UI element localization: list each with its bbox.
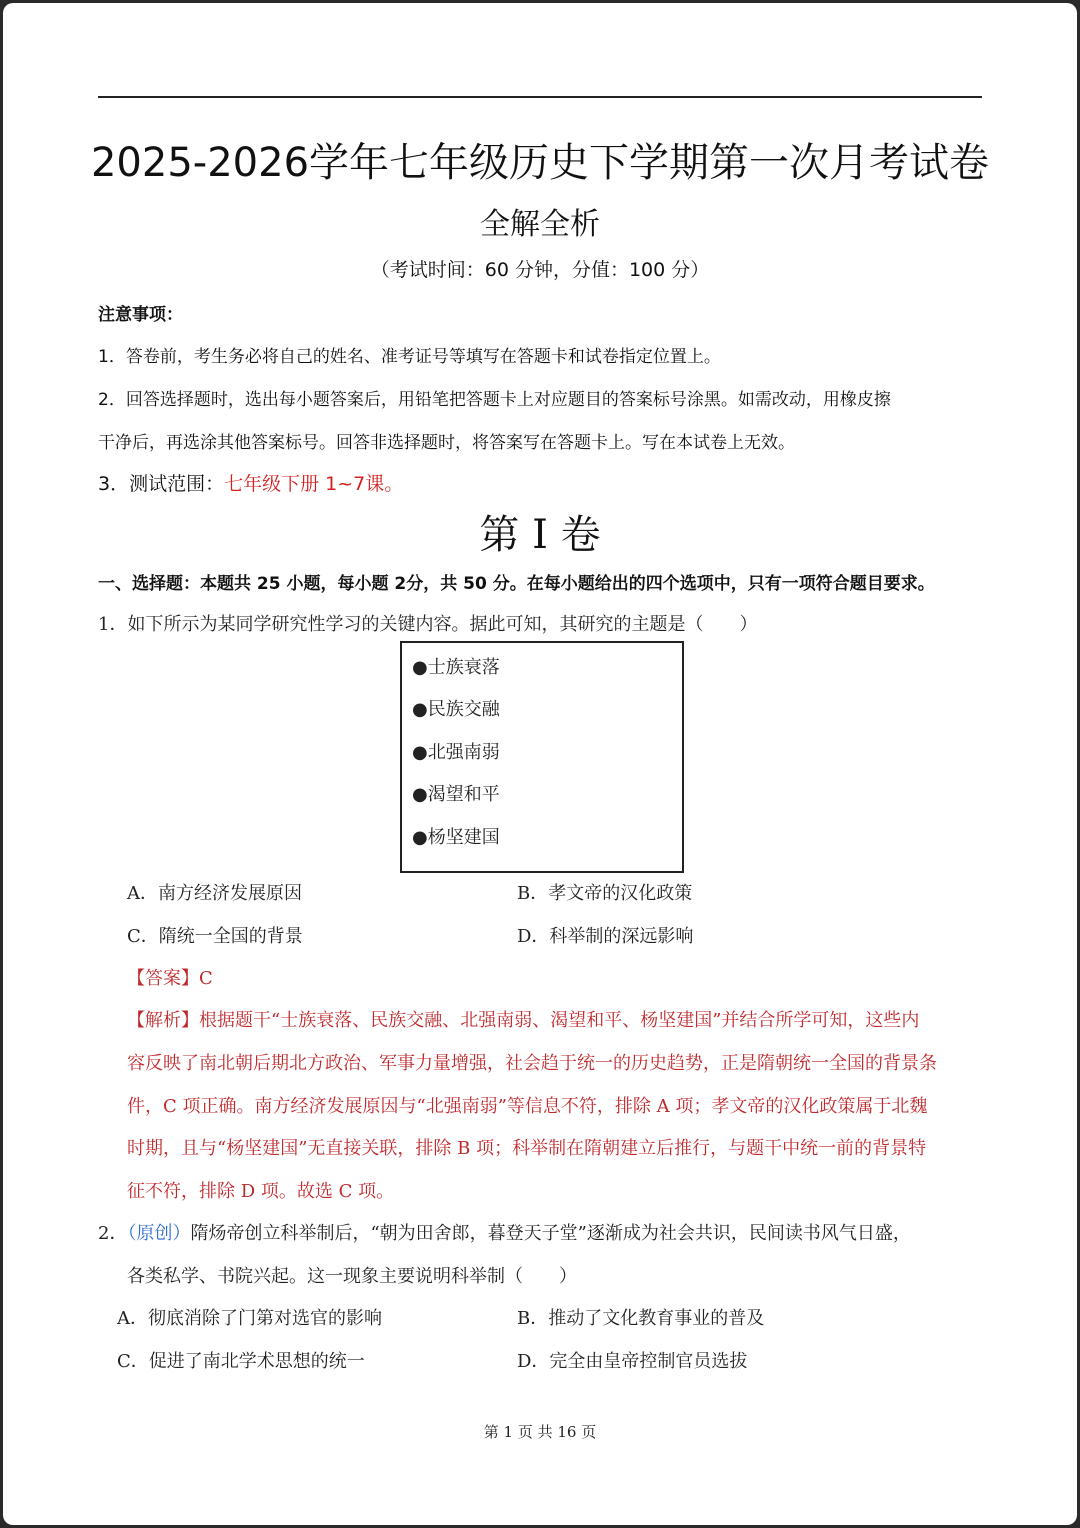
q2-option-b: B．推动了文化教育事业的普及 xyxy=(517,1308,765,1329)
question-1-stem: 1．如下所示为某同学研究性学习的关键内容。据此可知，其研究的主题是（ ） xyxy=(98,614,758,635)
exam-info: （考试时间：60 分钟，分值：100 分） xyxy=(370,259,710,281)
q1-analysis-line: 容反映了南北朝后期北方政治、军事力量增强，社会趋于统一的历史趋势，正是隋朝统一全国的背景条 xyxy=(127,1053,937,1074)
note-scope xyxy=(98,469,403,496)
q1-option-b: B．孝文帝的汉化政策 xyxy=(517,883,693,904)
q1-analysis-line: 【解析】根据题干“士族衰落、民族交融、北强南弱、渴望和平、杨坚建国”并结合所学可知，这些内 xyxy=(127,1010,920,1031)
q2-stem-line2: 各类私学、书院兴起。这一现象主要说明科举制（ ） xyxy=(127,1266,577,1287)
box-item: ●杨坚建国 xyxy=(412,827,500,848)
q1-analysis-line: 时期，且与“杨坚建国”无直接关联，排除 B 项；科举制在隋朝建立后推行，与题干中统一前的背景特 xyxy=(127,1138,927,1159)
q2-stem-line1: 隋炀帝创立科举制后，“朝为田舍郎，暮登天子堂”逐渐成为社会共识，民间读书风气日盛， xyxy=(190,1223,911,1244)
q1-option-c: C．隋统一全国的背景 xyxy=(127,926,303,947)
q2-option-a: A．彻底消除了门第对选官的影响 xyxy=(117,1308,382,1329)
box-item: ●渴望和平 xyxy=(412,784,500,805)
q1-analysis-line: 征不符，排除 D 项。故选 C 项。 xyxy=(127,1181,395,1202)
q2-tag: （原创） xyxy=(127,1223,191,1244)
q2-option-c: C．促进了南北学术思想的统一 xyxy=(117,1351,365,1372)
page-footer: 第 1 页 共 16 页 xyxy=(483,1423,597,1441)
q2-number: 2． xyxy=(98,1223,128,1244)
scope-label: 3．测试范围： xyxy=(98,473,225,495)
box-item: ●民族交融 xyxy=(412,699,500,720)
question-2-stem xyxy=(98,1219,911,1245)
volume-title: 第 I 卷 xyxy=(479,512,601,558)
q1-analysis-line: 件，C 项正确。南方经济发展原因与“北强南弱”等信息不符，排除 A 项；孝文帝的汉化政策属于北魏 xyxy=(127,1096,928,1117)
exam-page xyxy=(3,3,1077,1525)
q2-option-d: D．完全由皇帝控制官员选拔 xyxy=(517,1351,748,1372)
header-rule xyxy=(98,96,982,98)
box-item: ●士族衰落 xyxy=(412,657,500,678)
section-intro: 一、选择题：本题共 25 小题，每小题 2分，共 50 分。在每小题给出的四个选项中，只有一项符合题目要求。 xyxy=(98,574,935,594)
note-item: 干净后，再选涂其他答案标号。回答非选择题时，将答案写在答题卡上。写在本试卷上无效。 xyxy=(98,433,795,453)
q1-option-d: D．科举制的深远影响 xyxy=(517,926,694,947)
question-1-box xyxy=(400,641,684,873)
q1-option-a: A．南方经济发展原因 xyxy=(127,883,302,904)
q1-answer: 【答案】C xyxy=(127,968,213,989)
box-item: ●北强南弱 xyxy=(412,742,500,763)
note-item: 1．答卷前，考生务必将自己的姓名、准考证号等填写在答题卡和试卷指定位置上。 xyxy=(98,347,721,367)
note-item: 2．回答选择题时，选出每小题答案后，用铅笔把答题卡上对应题目的答案标号涂黑。如需改动，用橡皮擦 xyxy=(98,390,891,410)
scope-value: 七年级下册 1~7课。 xyxy=(224,473,404,495)
page-title: 2025-2026学年七年级历史下学期第一次月考试卷 xyxy=(90,140,990,186)
page-subtitle: 全解全析 xyxy=(480,207,600,242)
notes-heading: 注意事项： xyxy=(98,305,183,325)
